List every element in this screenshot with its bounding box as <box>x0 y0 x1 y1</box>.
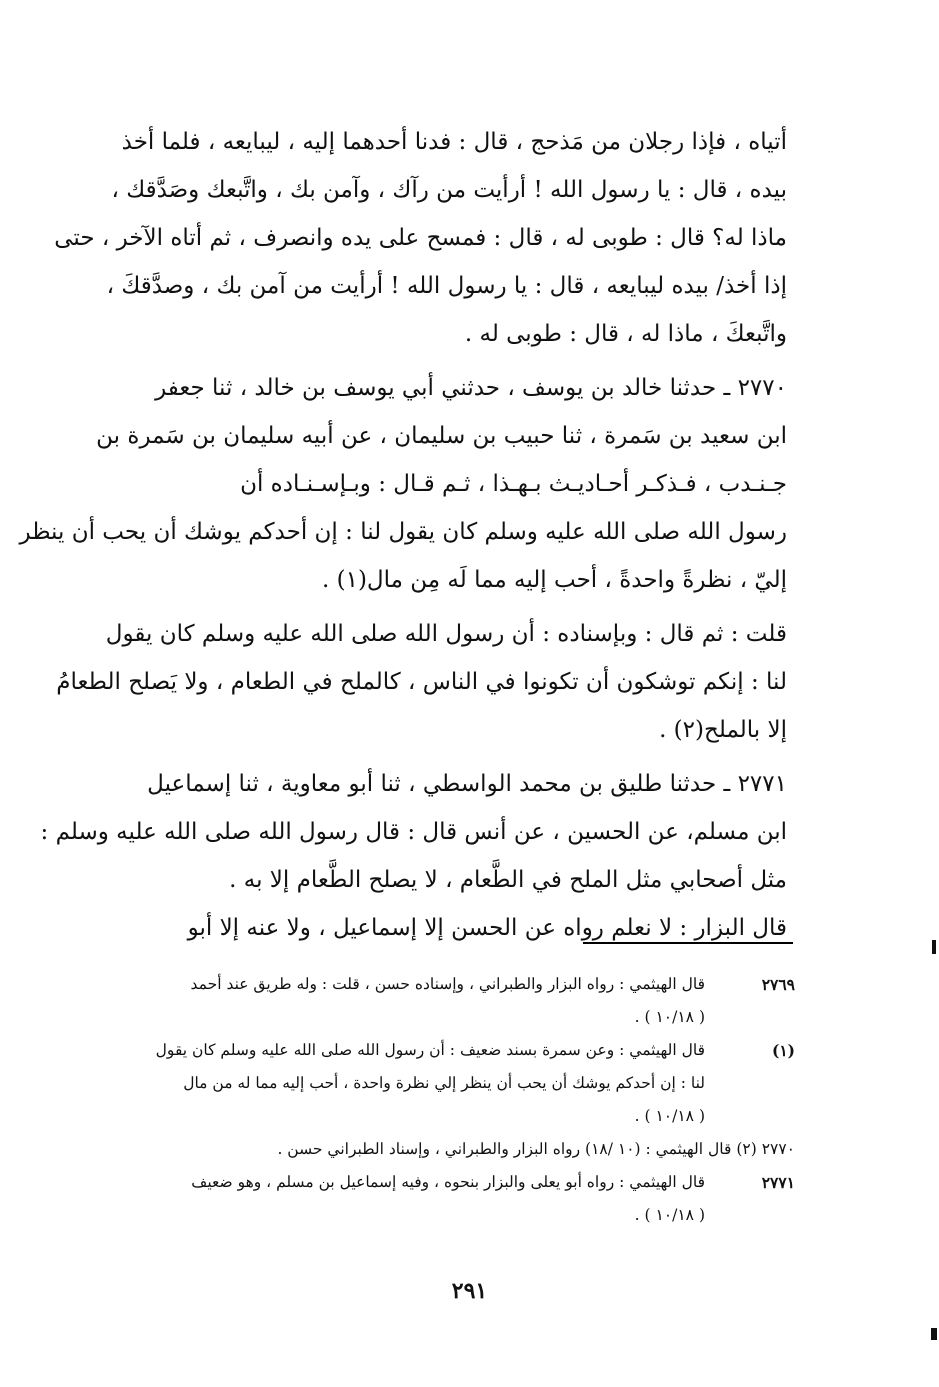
footnote-line: قال الهيثمي : وعن سمرة بسند ضعيف : أن رسول الله صلى الله عليه وسلم كان يقول <box>155 1041 705 1059</box>
footnote-line: قال الهيثمي : رواه البزار والطبراني ، وإسناده حسن ، قلت : وله طريق عند أحمد <box>190 975 705 993</box>
footnote-separator <box>583 942 793 944</box>
footnote-number: (١) <box>771 1041 795 1060</box>
footnote <box>130 968 795 1034</box>
page-number: ٢٩١ <box>451 1278 488 1304</box>
text-line: ابن سعيد بن سَمرة ، ثنا حبيب بن سليمان ، عن أبيه سليمان بن سَمرة بن <box>96 423 787 449</box>
text-line: رسول الله صلى الله عليه وسلم كان يقول لنا : إن أحدكم يوشك أن يحب أن ينظر <box>19 519 787 545</box>
footnote-line: ( ١٠/١٨ ) . <box>634 1107 705 1125</box>
footnote-line: ٢٧٧٠ (٢) قال الهيثمي : (١٠ /١٨) رواه البزار والطبراني ، وإسناد الطبراني حسن . <box>277 1140 795 1158</box>
text-line: لنا : إنكم توشكون أن تكونوا في الناس ، كالملح في الطعام ، ولا يَصلح الطعامُ <box>56 669 787 695</box>
main-text <box>19 118 787 952</box>
footnote-number: ٢٧٧١ <box>761 1173 795 1192</box>
footnote-line: ( ١٠/١٨ ) . <box>634 1008 705 1026</box>
footnote-line: قال الهيثمي : رواه أبو يعلى والبزار بنحوه ، وفيه إسماعيل بن مسلم ، وهو ضعيف <box>191 1173 705 1191</box>
text-line: واتَّبعكَ ، ماذا له ، قال : طوبى له . <box>464 321 787 347</box>
text-line: أتياه ، فإذا رجلان من مَذحج ، قال : فدنا أحدهما إليه ، ليبايعه ، فلما أخذ <box>121 129 787 155</box>
footnote-line: ( ١٠/١٨ ) . <box>634 1206 705 1224</box>
footnote <box>130 1133 795 1166</box>
footnote <box>130 1034 795 1133</box>
text-line: بيده ، قال : يا رسول الله ! أرأيت من رآك ، وآمن بك ، واتَّبعك وصَدَّقك ، <box>111 177 787 203</box>
text-line: إليّ ، نظرةً واحدةً ، أحب إليه مما لَه مِن مال(١) . <box>321 567 787 593</box>
text-line: قلت : ثم قال : وبإسناده : أن رسول الله صلى الله عليه وسلم كان يقول <box>105 621 787 647</box>
text-line: إلا بالملح(٢) . <box>659 717 787 743</box>
text-line: مثل أصحابي مثل الملح في الطَّعام ، لا يصلح الطَّعام إلا به . <box>229 867 787 893</box>
footnote <box>130 1166 795 1232</box>
text-line: ماذا له؟ قال : طوبى له ، قال : فمسح على يده وانصرف ، ثم أتاه الآخر ، حتى <box>54 225 787 251</box>
footnotes <box>130 968 795 1232</box>
text-line: قال البزار : لا نعلم رواه عن الحسن إلا إسماعيل ، ولا عنه إلا أبو <box>187 915 787 941</box>
text-line: جـنـدب ، فـذكـر أحـاديـث بـهـذا ، ثـم قـال : وبـإسـنـاده أن <box>240 471 787 497</box>
scan-mark <box>932 940 936 954</box>
hadith-2771-heading: ٢٧٧١ ـ حدثنا طليق بن محمد الواسطي ، ثنا أبو معاوية ، ثنا إسماعيل <box>147 771 787 797</box>
footnote-number: ٢٧٦٩ <box>761 975 795 994</box>
text-line: ابن مسلم، عن الحسين ، عن أنس قال : قال رسول الله صلى الله عليه وسلم : <box>40 819 787 845</box>
text-line: إذا أخذ/ بيده ليبايعه ، قال : يا رسول الله ! أرأيت من آمن بك ، وصدَّقكَ ، <box>106 273 787 299</box>
scan-mark <box>931 1328 937 1340</box>
footnote-line: لنا : إن أحدكم يوشك أن يحب أن ينظر إلي نظرة واحدة ، أحب إليه مما له من مال <box>183 1074 705 1092</box>
hadith-2770-heading: ٢٧٧٠ ـ حدثنا خالد بن يوسف ، حدثني أبي يوسف بن خالد ، ثنا جعفر <box>155 375 787 401</box>
